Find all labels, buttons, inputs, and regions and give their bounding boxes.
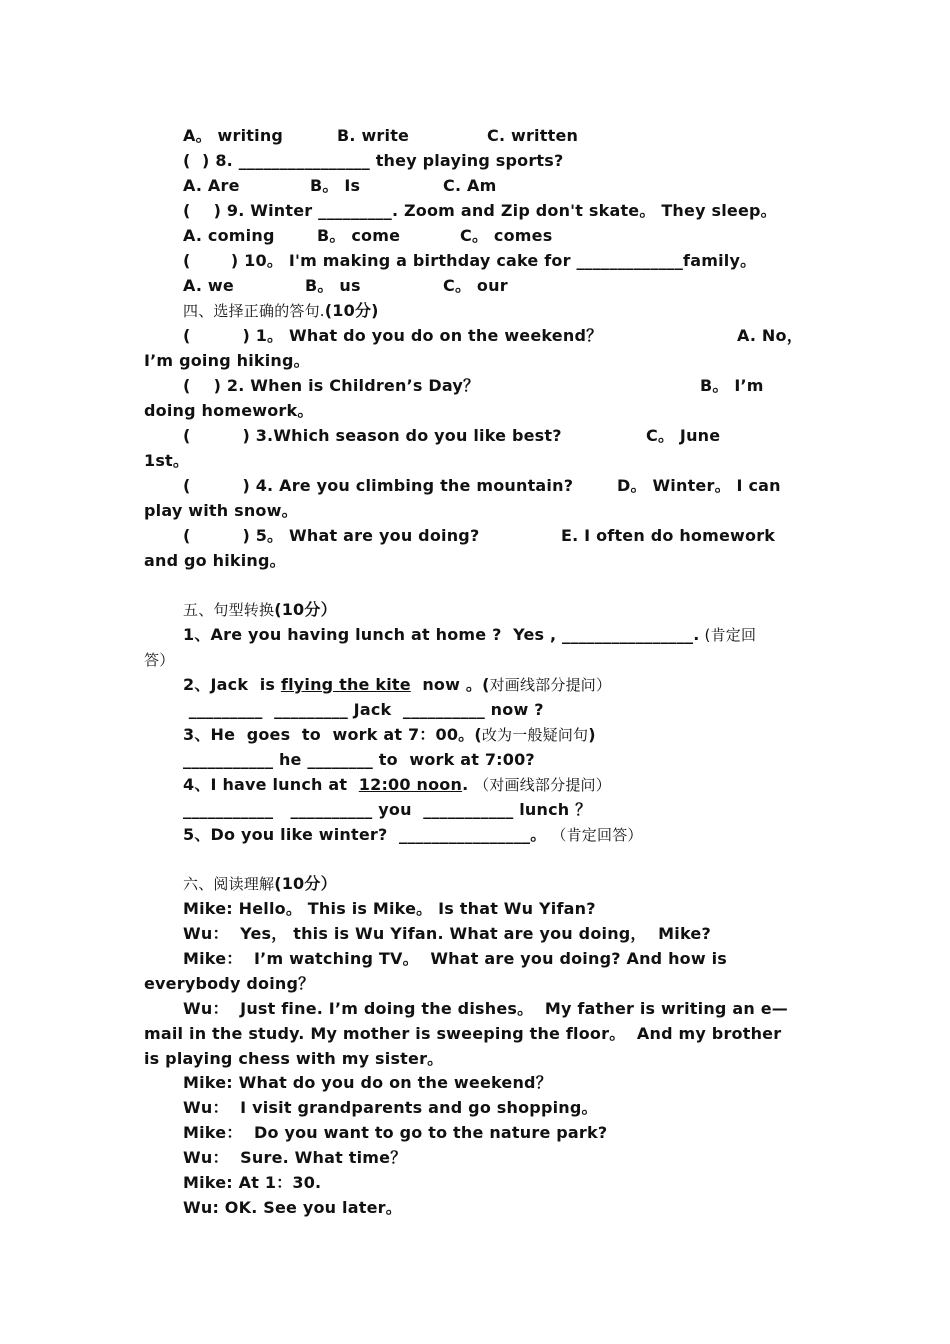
- question-10: ( ) 10。 I'm making a birthday cake for _____________family。: [183, 251, 757, 270]
- match-item-4-option: D。 Winter。 I can: [617, 476, 781, 495]
- match-item-5-question: ( ) 5。 What are you doing?: [183, 526, 480, 545]
- dialogue-line: everybody doing？: [144, 974, 315, 993]
- q8-blank[interactable]: ________________: [238, 151, 370, 170]
- match-item-2-continuation: doing homework。: [144, 401, 314, 420]
- match-item-1-option: A. No，: [737, 326, 803, 345]
- match-item-4-continuation: play with snow。: [144, 501, 298, 520]
- transform-question-4: [183, 775, 611, 795]
- q7-option-a: A。 writing: [183, 126, 284, 145]
- section-4-score: (10分): [324, 301, 379, 320]
- q8-text: they playing sports?: [369, 151, 564, 170]
- transform-question-2: [183, 675, 611, 695]
- transform-q5-post: 。: [530, 825, 547, 844]
- section-5-heading: [183, 600, 337, 620]
- dialogue-line: Wu: OK. See you later。: [183, 1198, 402, 1217]
- transform-q4-answer-line[interactable]: ___________ __________ you ___________ lunch ？: [183, 800, 592, 819]
- dialogue-line: Wu： Yes， this is Wu Yifan. What are you doing， Mike?: [183, 924, 711, 943]
- match-item-5-option: E. I often do homework: [561, 526, 776, 545]
- dialogue-line: Wu： I visit grandparents and go shopping。: [183, 1098, 598, 1117]
- dialogue-line: Wu： Just fine. I’m doing the dishes。 My father is writing an e—: [183, 999, 788, 1018]
- match-item-1-continuation: I’m going hiking。: [144, 351, 310, 370]
- q9-option-a: A. coming: [183, 226, 275, 245]
- match-item-5-continuation: and go hiking。: [144, 551, 286, 570]
- dialogue-line: mail in the study. My mother is sweeping the floor。 And my brother: [144, 1024, 782, 1043]
- transform-q3-pre: 3、He goes to work at 7：00。(: [183, 725, 482, 744]
- transform-q4-pre: 4、I have lunch at: [183, 775, 359, 794]
- q10-option-b: B。 us: [305, 276, 361, 295]
- transform-q2-instruction: 对画线部分提问）: [489, 676, 612, 694]
- match-item-3-question: ( ) 3.Which season do you like best?: [183, 426, 562, 445]
- transform-q5-pre: 5、Do you like winter? ________________: [183, 825, 531, 844]
- dialogue-line: Mike： Do you want to go to the nature park?: [183, 1123, 608, 1142]
- dialogue-line: Mike: What do you do on the weekend？: [183, 1073, 552, 1092]
- transform-q2-post: now 。(: [410, 675, 490, 694]
- transform-q5-instruction: （肯定回答）: [546, 826, 643, 844]
- dialogue-line: Mike: Hello。 This is Mike。 Is that Wu Yifan?: [183, 899, 596, 918]
- q8-option-a: A. Are: [183, 176, 240, 195]
- transform-q1-text: 1、Are you having lunch at home ? Yes , ________________.: [183, 625, 700, 644]
- transform-q2-pre: 2、Jack is: [183, 675, 281, 694]
- match-item-4-question: ( ) 4. Are you climbing the mountain?: [183, 476, 574, 495]
- q8-option-b: B。 Is: [310, 176, 361, 195]
- question-8: [183, 151, 563, 171]
- transform-question-5: [183, 825, 643, 845]
- question-9: ( ) 9. Winter _________. Zoom and Zip don't skate。 They sleep。: [183, 201, 777, 220]
- q7-option-c: C. written: [487, 126, 579, 145]
- section-4-title: 四、选择正确的答句.: [183, 302, 325, 320]
- transform-q4-underlined: 12:00 noon: [358, 775, 463, 794]
- q9-option-c: C。 comes: [460, 226, 553, 245]
- transform-q2-underlined: flying the kite: [280, 675, 411, 694]
- q10-option-a: A. we: [183, 276, 234, 295]
- match-item-3-option: C。 June: [646, 426, 721, 445]
- dialogue-line: Mike： I’m watching TV。 What are you doing? And how is: [183, 949, 728, 968]
- dialogue-line: is playing chess with my sister。: [144, 1049, 444, 1068]
- transform-question-3: [183, 725, 596, 745]
- dialogue-line: Mike: At 1：30.: [183, 1173, 322, 1192]
- q7-option-b: B. write: [337, 126, 410, 145]
- match-item-1-question: ( ) 1。 What do you do on the weekend？: [183, 326, 603, 345]
- section-6-title: 六、阅读理解: [183, 875, 275, 893]
- transform-q2-answer-line[interactable]: _________ _________ Jack __________ now ?: [183, 700, 544, 719]
- q8-number: ( ) 8.: [183, 151, 233, 170]
- transform-question-1: [183, 625, 756, 645]
- transform-q4-instruction: （对画线部分提问）: [474, 776, 611, 794]
- section-5-title: 五、句型转换: [183, 601, 275, 619]
- section-4-heading: [183, 301, 379, 321]
- section-5-score: (10分）: [274, 600, 337, 619]
- match-item-3-continuation: 1st。: [144, 451, 190, 470]
- transform-q4-post: .: [462, 775, 475, 794]
- q10-option-c: C。 our: [443, 276, 508, 295]
- q8-option-c: C. Am: [443, 176, 497, 195]
- section-6-score: (10分）: [274, 874, 337, 893]
- section-6-heading: [183, 874, 337, 894]
- transform-q1-instruction-continuation: 答）: [144, 651, 175, 669]
- transform-q3-answer-line[interactable]: ___________ he ________ to work at 7:00?: [183, 750, 535, 769]
- dialogue-line: Wu： Sure. What time？: [183, 1148, 407, 1167]
- match-item-2-question: ( ) 2. When is Children’s Day？: [183, 376, 480, 395]
- transform-q3-post: ): [588, 725, 596, 744]
- q9-option-b: B。 come: [317, 226, 401, 245]
- transform-q3-instruction: 改为一般疑问句: [481, 726, 589, 744]
- match-item-2-option: B。 I’m: [700, 376, 764, 395]
- transform-q1-instruction: (肯定回: [699, 626, 757, 644]
